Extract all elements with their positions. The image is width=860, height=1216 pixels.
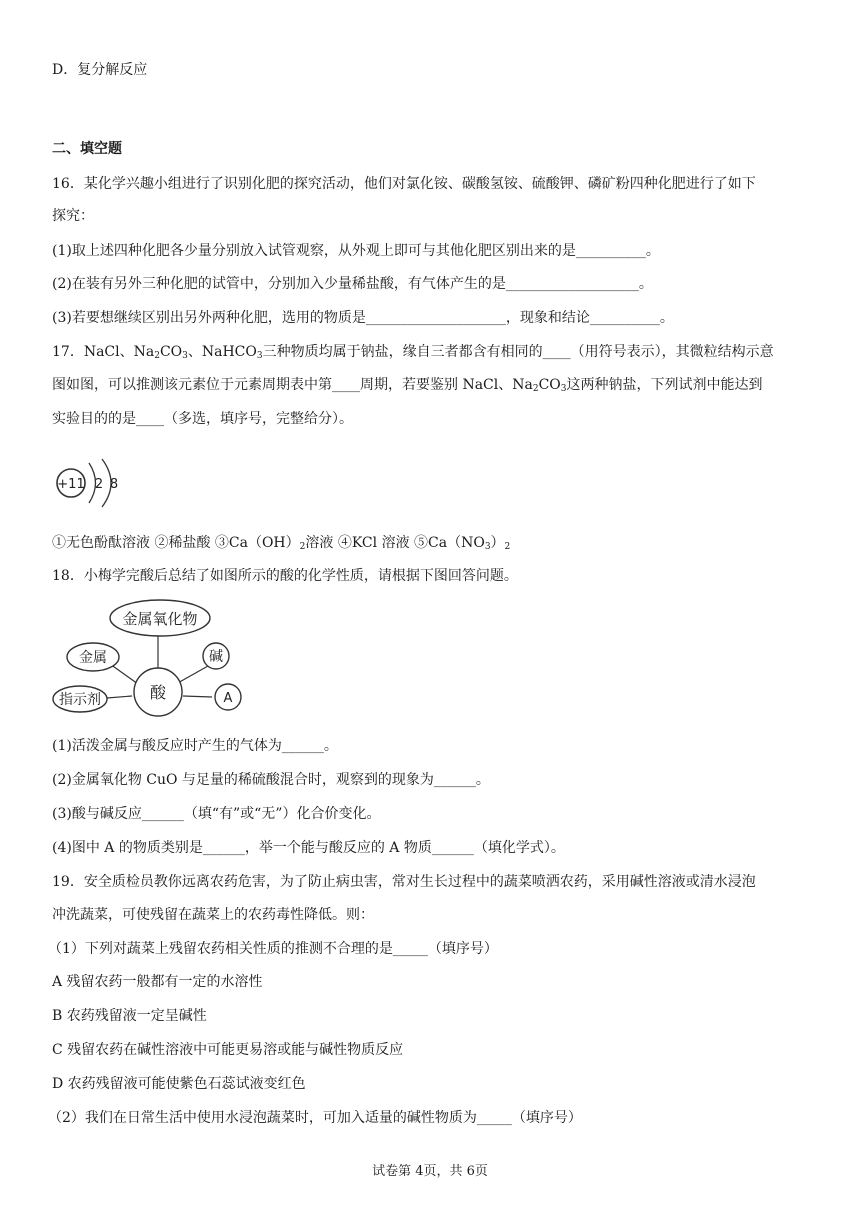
q16-part1: (1)取上述四种化肥各少量分别放入试管观察，从外观上即可与其他化肥区别出来的是__________。	[52, 243, 660, 259]
q18-stem: 18．小梅学完酸后总结了如图所示的酸的化学性质，请根据下图回答问题。	[52, 568, 518, 584]
atom-shell-1-electrons: 2	[94, 477, 104, 492]
node-base-label: 碱	[209, 649, 223, 665]
node-acid-label: 酸	[149, 683, 167, 702]
q17-options: ①无色酚酞溶液 ②稀盐酸 $③Ca(OH)_2$溶液 ④KCl 溶液 $⑤Ca(NO_3)_2$	[52, 535, 511, 552]
q17-line2: 图如图，可以推测该元素位于元素周期表中第____周期，若要鉴别 NaCl、$Na_2CO_3$这两种钠盐，下列试剂中能达到	[52, 377, 763, 394]
node-indicator-label: 指示剂	[59, 692, 101, 708]
link-acid-to-base	[176, 666, 208, 684]
q19-option-c: C 残留农药在碱性溶液中可能更易溶或能与碱性物质反应	[52, 1042, 404, 1058]
node-metal-label: 金属	[79, 650, 107, 666]
q18-part1: (1)活泼金属与酸反应时产生的气体为______。	[52, 738, 338, 754]
atom-shell-2-electrons: 8	[109, 477, 119, 492]
q18-part3: (3)酸与碱反应______（填“有”或“无”）化合价变化。	[52, 806, 381, 822]
q17-line1: 17．NaCl、$Na_2CO_3$、NaHCO$_3$三种物质均属于钠盐，缘自三者都含有相同的____（用符号表示），其微粒结构示意	[52, 344, 774, 361]
choice-d: D．复分解反应	[52, 62, 148, 78]
q16-part3: (3)若要想继续区别出另外两种化肥，选用的物质是____________________，现象和结论__________。	[52, 310, 674, 326]
q19-option-a: A 残留农药一般都有一定的水溶性	[52, 974, 263, 990]
q18-part4: (4)图中 A 的物质类别是______，举一个能与酸反应的 A 物质______（填化学式）。	[52, 840, 565, 856]
link-acid-to-a	[183, 696, 212, 697]
sodium-atom-structure-diagram	[52, 455, 132, 515]
q19-sub2: （2）我们在日常生活中使用水浸泡蔬菜时，可加入适量的碱性物质为_____（填序号）	[48, 1110, 582, 1126]
link-acid-to-indicator	[107, 696, 132, 698]
q19-stem-line2: 冲洗蔬菜，可使残留在蔬菜上的农药毒性降低。则：	[52, 907, 374, 923]
q16-stem-line1: 16．某化学兴趣小组进行了识别化肥的探究活动，他们对氯化铵、碳酸氢铵、硫酸钾、磷矿粉四种化肥进行了如下	[52, 176, 756, 192]
q19-stem-line1: 19．安全质检员教你远离农药危害，为了防止病虫害，常对生长过程中的蔬菜喷洒农药，采用碱性溶液或清水浸泡	[52, 874, 756, 890]
page-footer: 试卷第 4页，共 6页	[372, 1164, 488, 1179]
q16-part2: (2)在装有另外三种化肥的试管中，分别加入少量稀盐酸，有气体产生的是___________________。	[52, 276, 653, 292]
q19-option-d: D 农药残留液可能使紫色石蕊试液变红色	[52, 1076, 306, 1092]
node-a-label: A	[223, 691, 233, 706]
link-acid-to-metal	[110, 664, 138, 684]
q16-stem-line2: 探究：	[52, 208, 94, 224]
q19-option-b: B 农药残留液一定呈碱性	[52, 1008, 207, 1024]
section-title: 二、填空题	[52, 141, 122, 157]
q19-sub1: （1）下列对蔬菜上残留农药相关性质的推测不合理的是_____（填序号）	[48, 941, 498, 957]
q17-line3: 实验目的的是____（多选，填序号，完整给分）。	[52, 411, 353, 427]
atom-nucleus-label: +11	[57, 477, 85, 492]
acid-properties-diagram	[50, 596, 250, 720]
node-metal-oxide-label: 金属氧化物	[122, 610, 198, 628]
q18-part2: (2)金属氧化物 CuO 与足量的稀硫酸混合时，观察到的现象为______。	[52, 772, 490, 788]
